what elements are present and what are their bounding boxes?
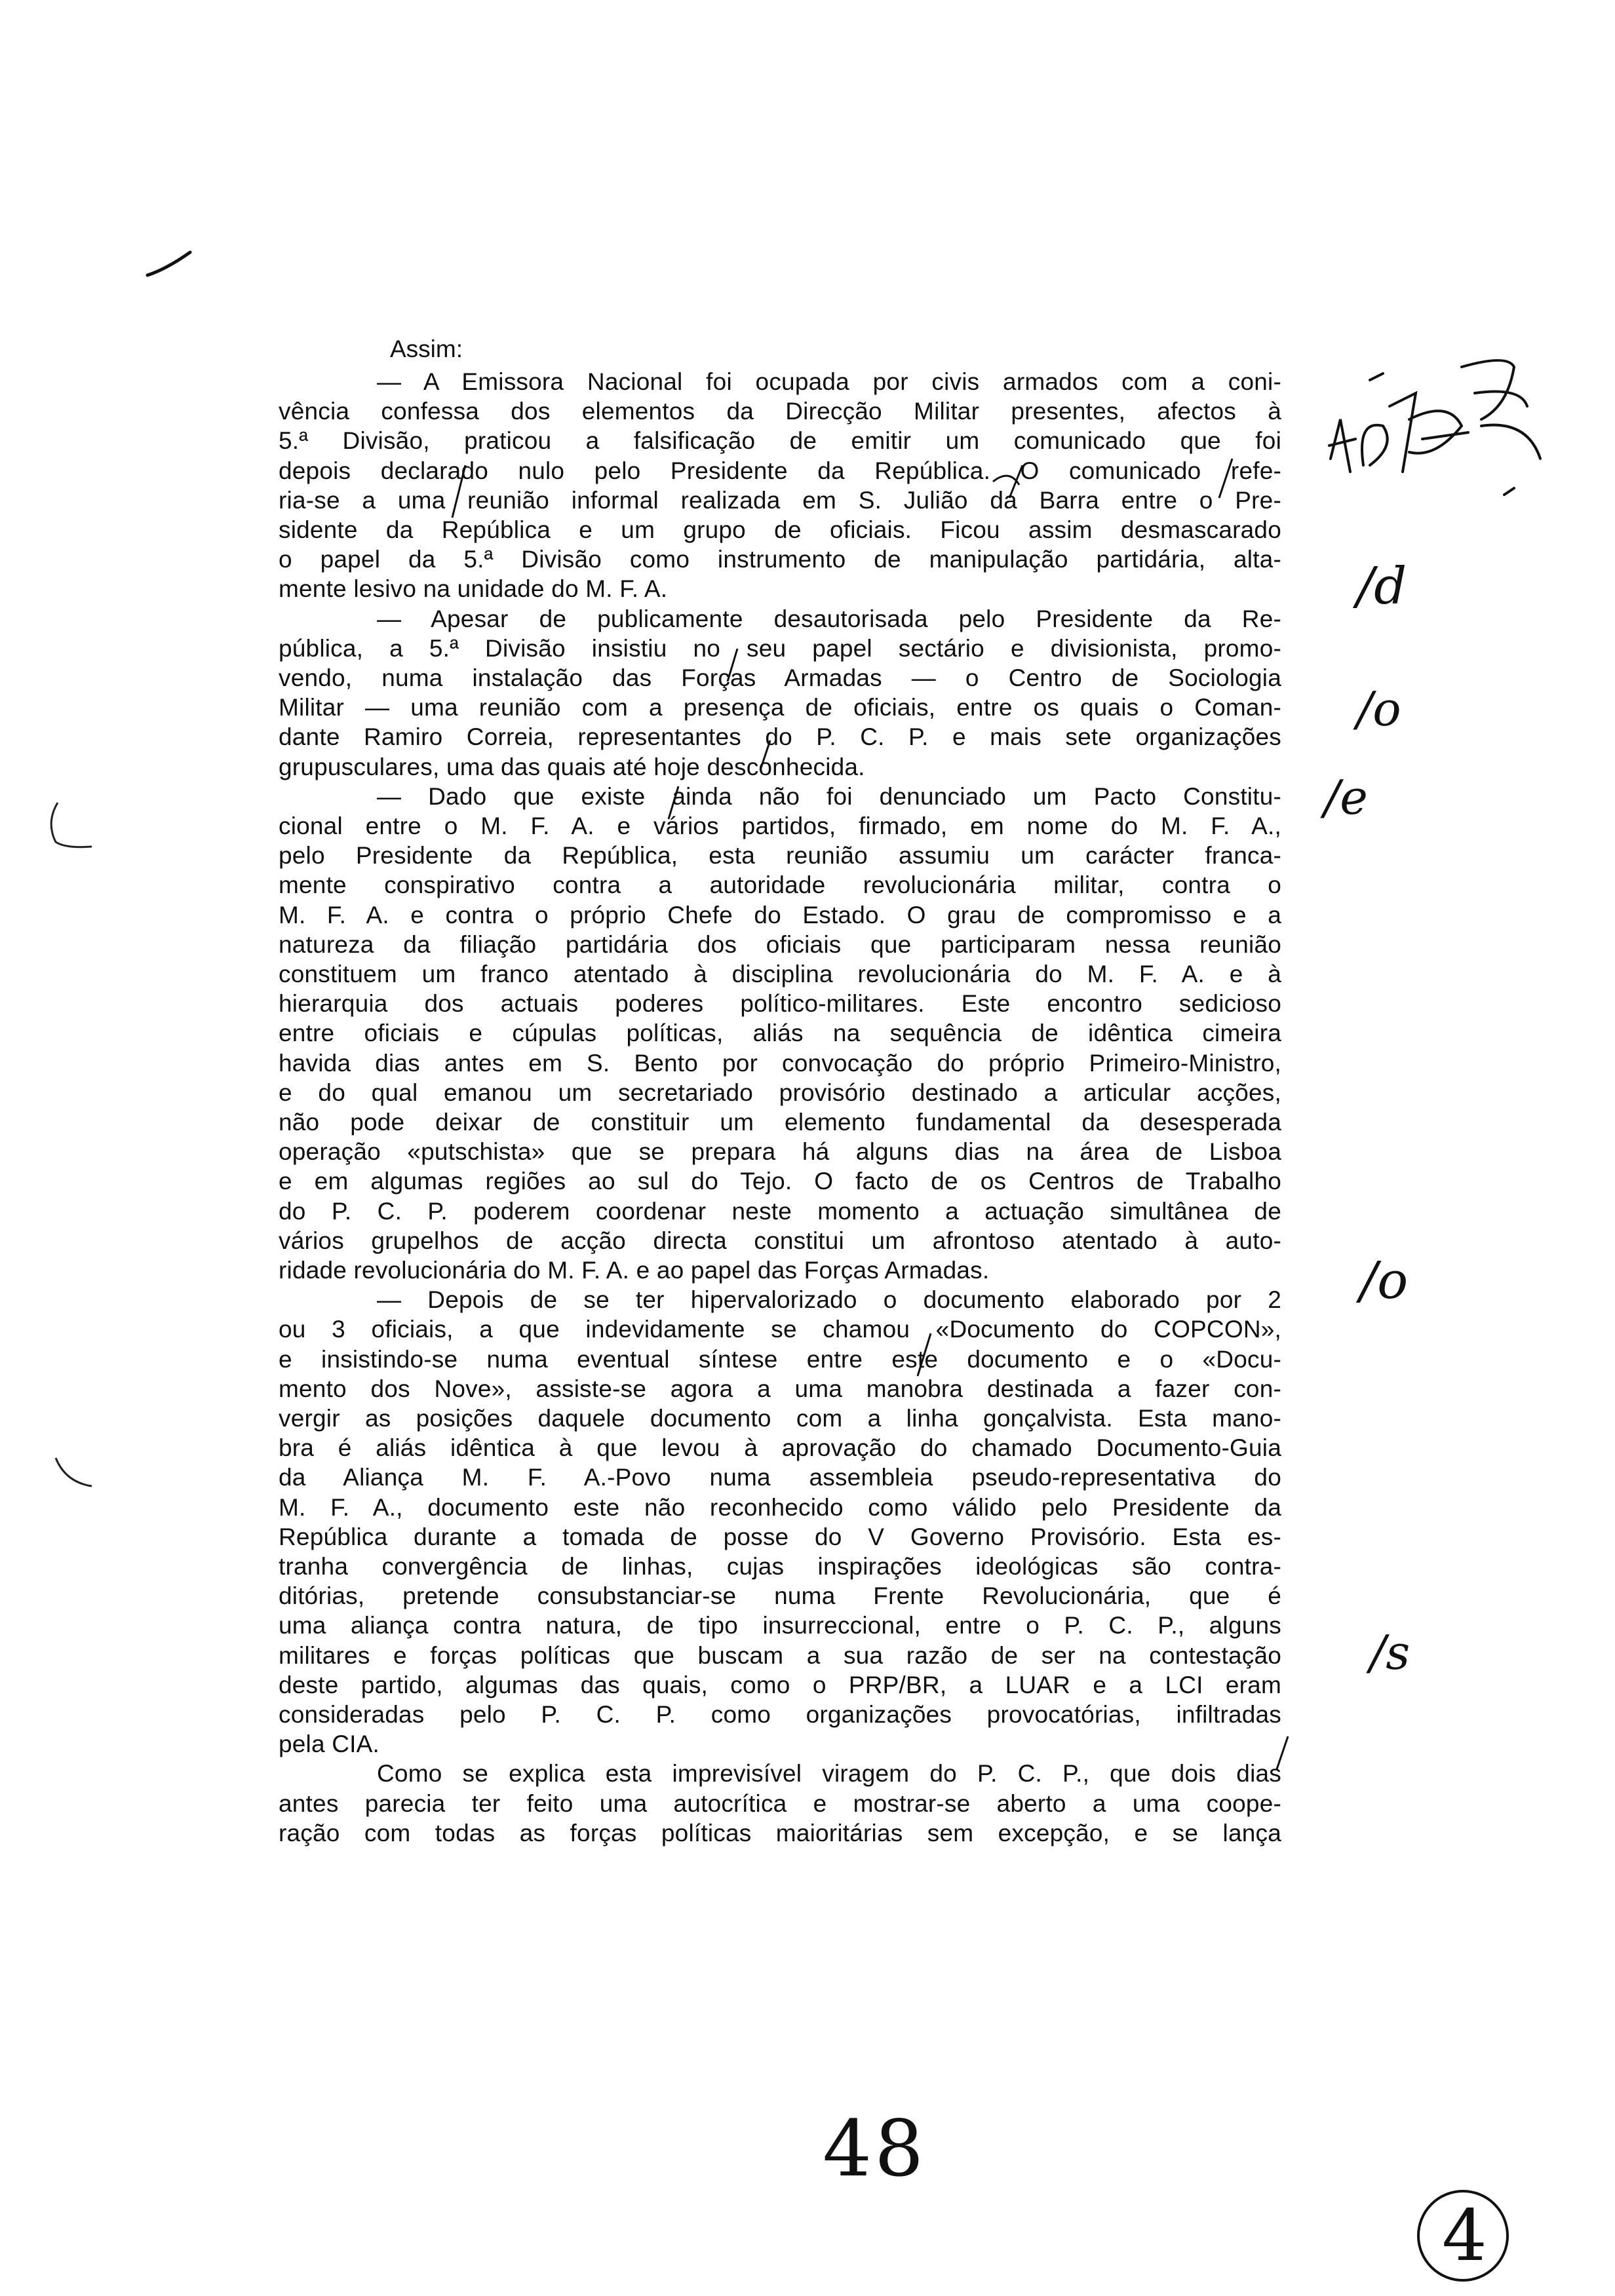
text-line: da Aliança M. F. A.-Povo numa assembleia pseudo-representativa do <box>279 1464 1281 1491</box>
text-line: vergir as posições daquele documento com a linha gonçalvista. Esta mano- <box>279 1405 1281 1432</box>
section-heading: Assim: <box>390 335 463 362</box>
text-line: e insistindo-se numa eventual síntese entre este documento e o «Docu- <box>279 1345 1281 1373</box>
text-line: mente lesivo na unidade do M. F. A. <box>279 575 668 603</box>
text-line: tranha convergência de linhas, cujas inspirações ideológicas são contra- <box>279 1553 1281 1580</box>
text-line: entre oficiais e cúpulas políticas, aliás na sequência de idêntica cimeira <box>279 1020 1281 1047</box>
text-line: e em algumas regiões ao sul do Tejo. O facto de os Centros de Trabalho <box>279 1168 1281 1195</box>
text-line: deste partido, algumas das quais, como o PRP/BR, a LUAR e a LCI eram <box>279 1671 1281 1698</box>
text-line: operação «putschista» que se prepara há alguns dias na área de Lisboa <box>279 1138 1281 1166</box>
text-line: ração com todas as forças políticas maioritárias sem excepção, e se lança <box>279 1819 1281 1846</box>
text-line: — A Emissora Nacional foi ocupada por civis armados com a coni- <box>377 368 1281 395</box>
text-line: cional entre o M. F. A. e vários partidos, firmado, em nome do M. F. A., <box>279 813 1281 839</box>
signature-scribble <box>1329 360 1540 495</box>
text-line: o papel da 5.ª Divisão como instrumento de manipulação partidária, alta- <box>279 546 1281 573</box>
text-line: depois declarado nulo pelo Presidente da República. O comunicado refe- <box>279 457 1281 484</box>
text-line: mente conspirativo contra a autoridade revolucionária militar, contra o <box>279 871 1281 899</box>
margin-note: /o <box>1357 681 1401 737</box>
text-line: dante Ramiro Correia, representantes do P. C. P. e mais sete organizações <box>279 723 1281 751</box>
text-line: ria-se a uma reunião informal realizada em S. Julião da Barra entre o Pre- <box>279 486 1281 514</box>
text-line: sidente da República e um grupo de oficiais. Ficou assim desmascarado <box>279 516 1281 543</box>
text-line: Como se explica esta imprevisível viragem do P. C. P., que dois dias <box>377 1760 1281 1788</box>
text-line: — Dado que existe ainda não foi denunciado um Pacto Constitu- <box>377 782 1281 810</box>
margin-note: /o <box>1360 1252 1409 1311</box>
text-line: vários grupelhos de acção directa constitui um afrontoso atentado à auto- <box>279 1227 1281 1254</box>
text-line: M. F. A., documento este não reconhecido como válido pelo Presidente da <box>279 1493 1281 1521</box>
text-line: pública, a 5.ª Divisão insistiu no seu papel sectário e divisionista, promo- <box>279 634 1281 662</box>
text-line: consideradas pelo P. C. P. como organizações provocatórias, infiltradas <box>279 1701 1281 1728</box>
text-line: ou 3 oficiais, a que indevidamente se chamou «Documento do COPCON», <box>279 1316 1281 1343</box>
text-line: pelo Presidente da República, esta reunião assumiu um carácter franca- <box>279 842 1281 870</box>
text-line: constituem um franco atentado à disciplina revolucionária do M. F. A. e à <box>279 961 1281 987</box>
text-line: 5.ª Divisão, praticou a falsificação de emitir um comunicado que foi <box>279 427 1281 455</box>
text-line: natureza da filiação partidária dos oficiais que participaram nessa reunião <box>279 930 1281 958</box>
margin-note: /d <box>1357 557 1407 616</box>
text-line: e do qual emanou um secretariado provisório destinado a articular acções, <box>279 1079 1281 1106</box>
text-line: República durante a tomada de posse do V Governo Provisório. Esta es- <box>279 1523 1281 1550</box>
text-line: vendo, numa instalação das Forças Armadas — o Centro de Sociologia <box>279 664 1281 691</box>
page-number: 48 <box>823 2103 927 2194</box>
text-line: uma aliança contra natura, de tipo insurreccional, entre o P. C. P., alguns <box>279 1612 1281 1639</box>
text-line: do P. C. P. poderem coordenar neste momento a actuação simultânea de <box>279 1197 1281 1225</box>
text-line: hierarquia dos actuais poderes político-militares. Este encontro sedicioso <box>279 990 1281 1018</box>
text-line: grupusculares, uma das quais até hoje desconhecida. <box>279 753 865 780</box>
margin-note: /s <box>1370 1625 1411 1680</box>
text-line: — Apesar de publicamente desautorisada pelo Presidente da Re- <box>377 605 1281 632</box>
text-line: havida dias antes em S. Bento por convocação do próprio Primeiro-Ministro, <box>279 1049 1281 1077</box>
text-line: vência confessa dos elementos da Direcção Militar presentes, afectos à <box>279 398 1281 425</box>
text-line: ridade revolucionária do M. F. A. e ao papel das Forças Armadas. <box>279 1257 990 1284</box>
text-line: bra é aliás idêntica à que levou à aprovação do chamado Documento-Guia <box>279 1434 1281 1462</box>
text-line: militares e forças políticas que buscam a sua razão de ser na contestação <box>279 1641 1281 1669</box>
text-line: antes parecia ter feito uma autocrítica e mostrar-se aberto a uma coope- <box>279 1789 1281 1817</box>
text-line: mento dos Nove», assiste-se agora a uma manobra destinada a fazer con- <box>279 1375 1281 1402</box>
text-line: ditórias, pretende consubstanciar-se numa Frente Revolucionária, que é <box>279 1582 1281 1610</box>
text-line: pela CIA. <box>279 1731 379 1758</box>
text-line: Militar — uma reunião com a presença de oficiais, entre os quais o Coman- <box>279 694 1281 721</box>
text-line: — Depois de se ter hipervalorizado o documento elaborado por 2 <box>377 1286 1281 1314</box>
margin-note: /e <box>1324 770 1368 825</box>
circled-page-number: 4 <box>1442 2195 1487 2277</box>
text-line: M. F. A. e contra o próprio Chefe do Estado. O grau de compromisso e a <box>279 901 1281 928</box>
text-line: não pode deixar de constituir um elemento fundamental da desesperada <box>279 1109 1281 1136</box>
